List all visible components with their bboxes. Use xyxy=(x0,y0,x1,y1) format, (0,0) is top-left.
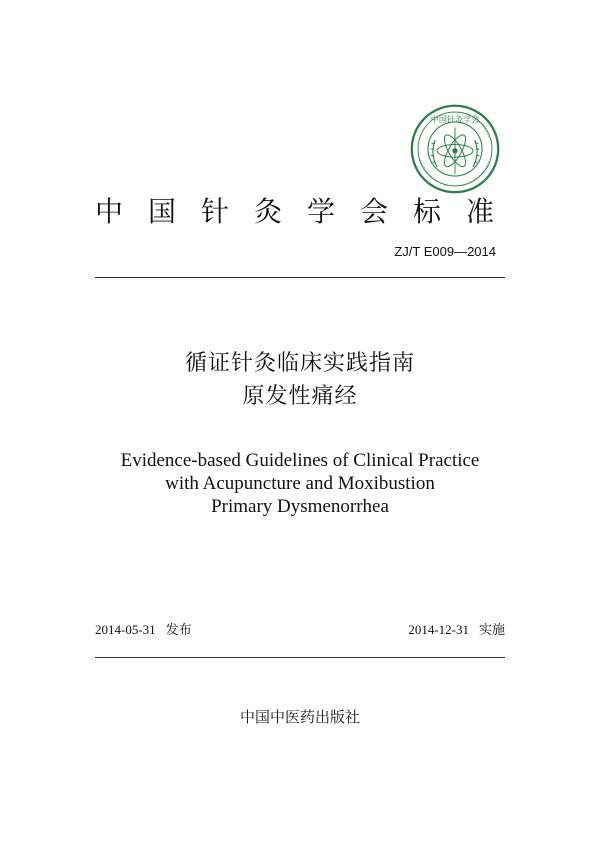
implement-date: 2014-12-31 xyxy=(408,622,469,637)
top-divider xyxy=(95,277,505,278)
english-title-line-3: Primary Dysmenorrhea xyxy=(211,496,389,517)
seal-text: 中国针灸学会 xyxy=(430,114,480,124)
chinese-title-line-2: 原发性痛经 xyxy=(242,384,358,409)
release-date-block xyxy=(95,619,192,638)
society-seal-icon xyxy=(410,104,500,194)
english-title-line-1: Evidence-based Guidelines of Clinical Practice xyxy=(120,450,480,471)
standard-number: ZJ/T E009—2014 xyxy=(394,244,496,259)
publisher-name: 中国中医药出版社 xyxy=(239,708,360,726)
english-title-line-2: with Acupuncture and Moxibustion xyxy=(165,473,435,494)
implement-date-block xyxy=(408,619,505,638)
release-date: 2014-05-31 xyxy=(95,622,156,637)
implement-label: 实施 xyxy=(478,623,505,638)
bottom-divider xyxy=(95,657,505,658)
release-label: 发布 xyxy=(165,623,192,638)
organization-name: 中国针灸学会标准 xyxy=(95,195,520,228)
chinese-title-line-1: 循证针灸临床实践指南 xyxy=(184,351,415,376)
